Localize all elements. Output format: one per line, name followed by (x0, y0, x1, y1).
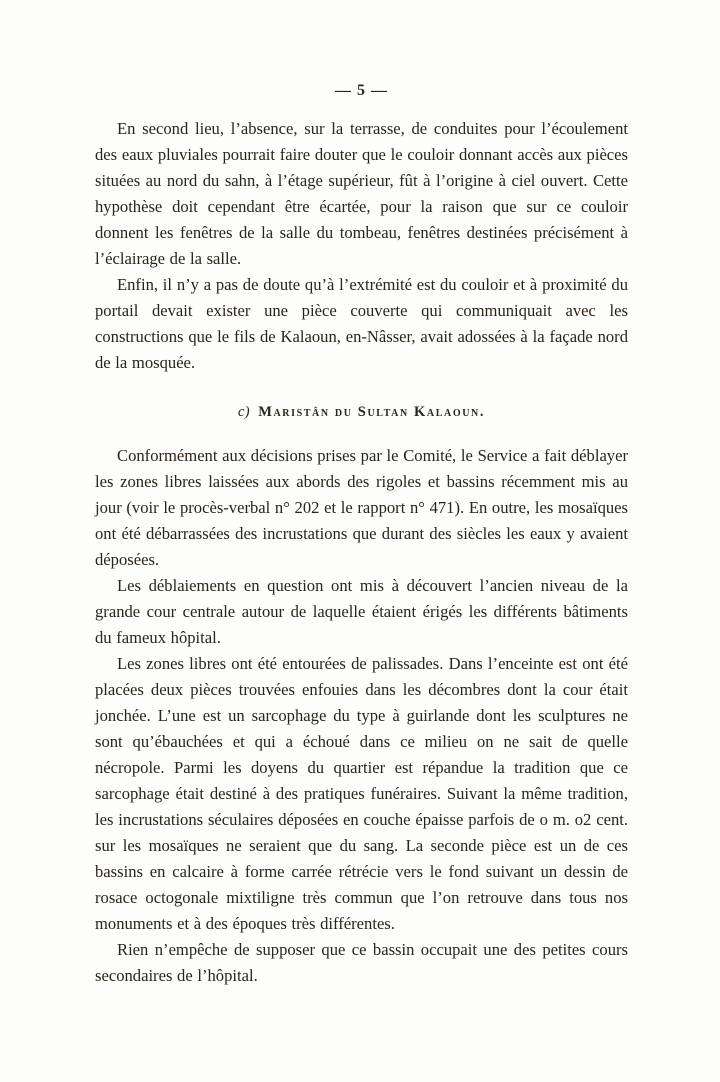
paragraph: En second lieu, l’absence, sur la terrasse, de conduites pour l’écoulement des eaux pluviales pourrait faire douter que le couloir donnant accès aux pièces situées au nord du sahn, à l’étage supérieur, fût à l’origine à ciel ouvert. Cette hypothèse doit cependant être écartée, pour la raison que sur ce couloir donnent les fenêtres de la salle du tombeau, fenêtres destinées précisément à l’éclairage de la salle. (95, 119, 628, 268)
page-number: — 5 — (335, 82, 388, 99)
paragraph: Les déblaiements en question ont mis à découvert l’ancien niveau de la grande cour centrale autour de laquelle étaient érigés les différents bâtiments du fameux hôpital. (95, 576, 628, 647)
paragraph: Les zones libres ont été entourées de palissades. Dans l’enceinte est ont été placées deux pièces trouvées enfouies dans les décombres dont la cour était jonchée. L’une est un sarcophage du type à guirlande dont les sculptures ne sont qu’ébauchées et qui a échoué dans ce milieu on ne sait de quelle nécropole. Parmi les doyens du quartier est répandue la tradition que ce sarcophage était destiné à des pratiques funéraires. Suivant la même tradition, les incrustations séculaires déposées en couche épaisse parfois de o m. o2 cent. sur les mosaïques ne seraient que du sang. La seconde pièce est un de ces bassins en calcaire à forme carrée rétrécie vers le fond suivant un dessin de rosace octogonale mixtiligne très commun que l’on retrouve dans tous nos monuments et à des époques très différentes. (95, 654, 628, 933)
document-content (95, 82, 628, 989)
section-heading (95, 404, 628, 421)
paragraph: Rien n’empêche de supposer que ce bassin occupait une des petites cours secondaires de l’hôpital. (95, 940, 628, 985)
paragraph: Enfin, il n’y a pas de doute qu’à l’extrémité est du couloir et à proximité du portail devait exister une pièce couverte qui communiquait avec les constructions que le fils de Kalaoun, en-Nâsser, avait adossées à la façade nord de la mosquée. (95, 275, 628, 372)
paragraph: Conformément aux décisions prises par le Comité, le Service a fait déblayer les zones libres laissées aux abords des rigoles et bassins récemment mis au jour (voir le procès-verbal n° 202 et le rapport n° 471). En outre, les mosaïques ont été débarrassées des incrustations que durant des siècles les eaux y avaient déposées. (95, 446, 628, 569)
heading-prefix: c) (237, 404, 250, 420)
text-body (95, 116, 628, 989)
heading-title: Maristân du Sultan Kalaoun. (258, 404, 486, 420)
